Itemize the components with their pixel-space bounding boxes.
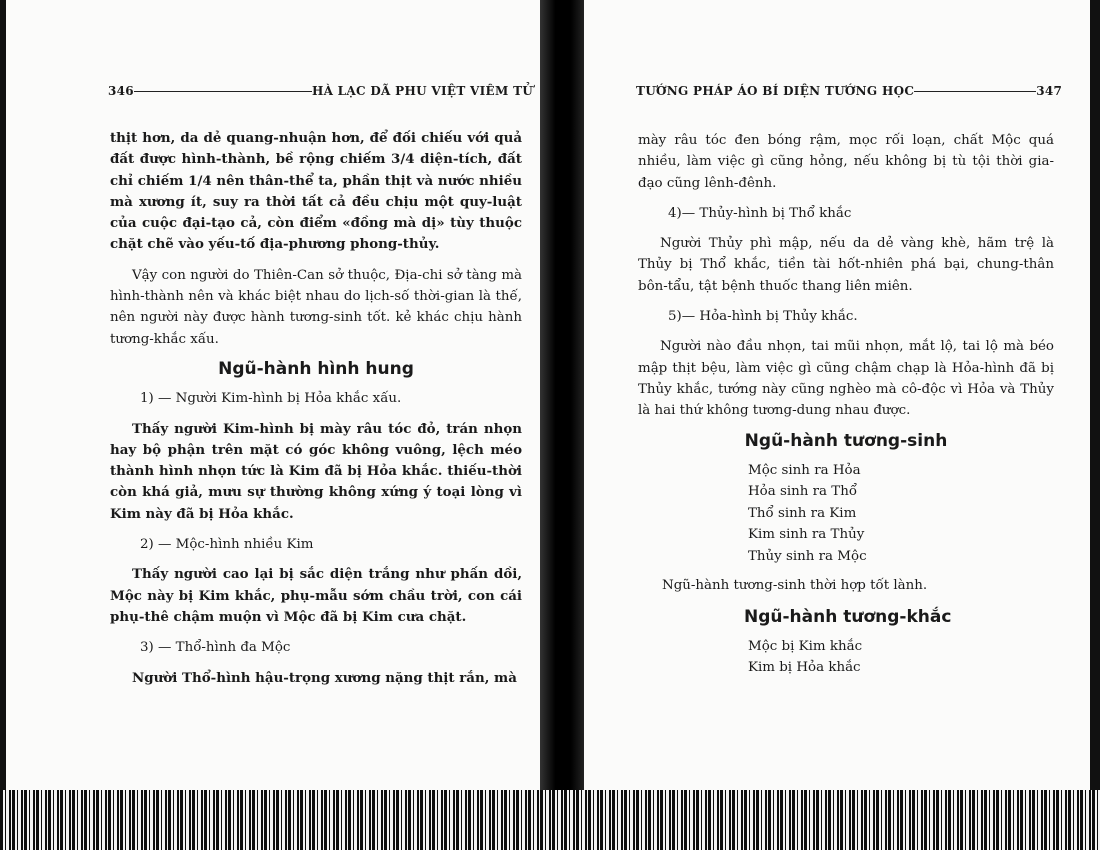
paragraph: Vậy con người do Thiên-Can sở thuộc, Địa-chi sở tàng mà hình-thành nên và khác biệt nhau do lịch-số thời-gian là thế, nên người này được hành tương-sinh tốt. kẻ khác chịu hành tương-khắc xấu. <box>110 267 522 347</box>
tuong-khac-list <box>638 636 1054 679</box>
verse-line: Mộc bị Kim khắc <box>748 638 863 654</box>
right-page <box>584 0 1090 790</box>
right-page-body <box>638 130 1054 687</box>
verse-line: Thủy sinh ra Mộc <box>748 548 867 564</box>
verse-line: Kim sinh ra Thủy <box>748 527 865 543</box>
section-heading: Ngũ-hành hình hung <box>218 358 414 379</box>
tuong-sinh-note: Ngũ-hành tương-sinh thời hợp tốt lành. <box>662 578 928 594</box>
right-page-number: 347 <box>1036 84 1063 98</box>
list-item-heading: 2) — Mộc-hình nhiều Kim <box>140 537 314 553</box>
scan-bottom-stripes <box>0 790 1100 850</box>
left-page <box>6 0 540 790</box>
list-item-heading: 3) — Thổ-hình đa Mộc <box>140 640 291 656</box>
paragraph: Người nào đầu nhọn, tai mũi nhọn, mắt lộ, tai lộ mà béo mập thịt bệu, làm việc gì cũng chậm chạp là Hỏa-hình đã bị Thủy khắc, tướng này cũng nghèo mà cô-độc vì Hỏa và Thủy là hai thứ không tương-dung nhau được. <box>638 339 1054 419</box>
left-running-title: HÀ LẠC DÃ PHU VIỆT VIÊM TỬ <box>311 84 534 98</box>
left-page-number: 346 <box>108 84 134 98</box>
list-item-heading: 4)— Thủy-hình bị Thổ khắc <box>668 205 852 221</box>
verse-line: Mộc sinh ra Hỏa <box>748 462 861 478</box>
section-heading-tuong-sinh: Ngũ-hành tương-sinh <box>744 430 948 451</box>
book-gutter <box>540 0 584 850</box>
paragraph: Người Thổ-hình hậu-trọng xương nặng thịt rắn, mà <box>132 669 517 686</box>
paragraph: thịt hơn, da dẻ quang-nhuận hơn, để đối chiếu với quả đất được hình-thành, bề rộng chiếm 3/4 diện-tích, đất chỉ chiếm 1/4 nên thân-thể ta, phần thịt và nước nhiều mà xương ít, suy ra thời tất cả đều chịu một quy-luật của cuộc đại-tạo cả, còn điểm «đồng mà dị» tùy thuộc chặt chẽ vào yếu-tố địa-phương phong-thủy. <box>110 130 522 253</box>
paragraph: Thấy người Kim-hình bị mày râu tóc đỏ, trán nhọn hay bộ phận trên mặt có góc không vuông, lệch méo thành hình nhọn tức là Kim đã bị Hỏa khắc. thiếu-thời còn khá giả, mưu sự thường không xứng ý toại lòng vì Kim này đã bị Hỏa khắc. <box>110 420 522 522</box>
left-page-body <box>110 128 522 698</box>
verse-line: Hỏa sinh ra Thổ <box>748 484 858 500</box>
right-running-header <box>636 84 1062 98</box>
paragraph: Người Thủy phì mập, nếu da dẻ vàng khè, hãm trệ là Thủy bị Thổ khắc, tiền tài hốt-nhiên phá bại, chung-thân bôn-tẩu, tật bệnh thuốc thang liên miên. <box>638 236 1054 294</box>
paragraph: mày râu tóc đen bóng rậm, mọc rối loạn, chất Mộc quá nhiều, làm việc gì cũng hỏng, nếu không bị tù tội thời gia-đạo cũng lênh-đênh. <box>638 133 1054 191</box>
section-heading-tuong-khac: Ngũ-hành tương-khắc <box>744 606 952 627</box>
verse-line: Kim bị Hỏa khắc <box>748 660 861 676</box>
list-item-heading: 1) — Người Kim-hình bị Hỏa khắc xấu. <box>140 391 402 407</box>
verse-line: Thổ sinh ra Kim <box>748 505 857 521</box>
paragraph: Thấy người cao lại bị sắc diện trắng như phấn dồi, Mộc này bị Kim khắc, phụ-mẫu sớm chầu trời, con cái phụ-thê chậm muộn vì Mộc đã bị Kim cưa chặt. <box>110 566 522 625</box>
header-rule <box>914 91 1036 92</box>
right-running-title: TƯỚNG PHÁP ÁO BÍ DIỆN TƯỚNG HỌC <box>636 84 915 98</box>
left-running-header <box>108 84 533 98</box>
list-item-heading: 5)— Hỏa-hình bị Thủy khắc. <box>668 309 858 325</box>
header-rule <box>134 91 312 92</box>
scan-right-edge <box>1090 0 1100 850</box>
tuong-sinh-list <box>638 460 1054 568</box>
